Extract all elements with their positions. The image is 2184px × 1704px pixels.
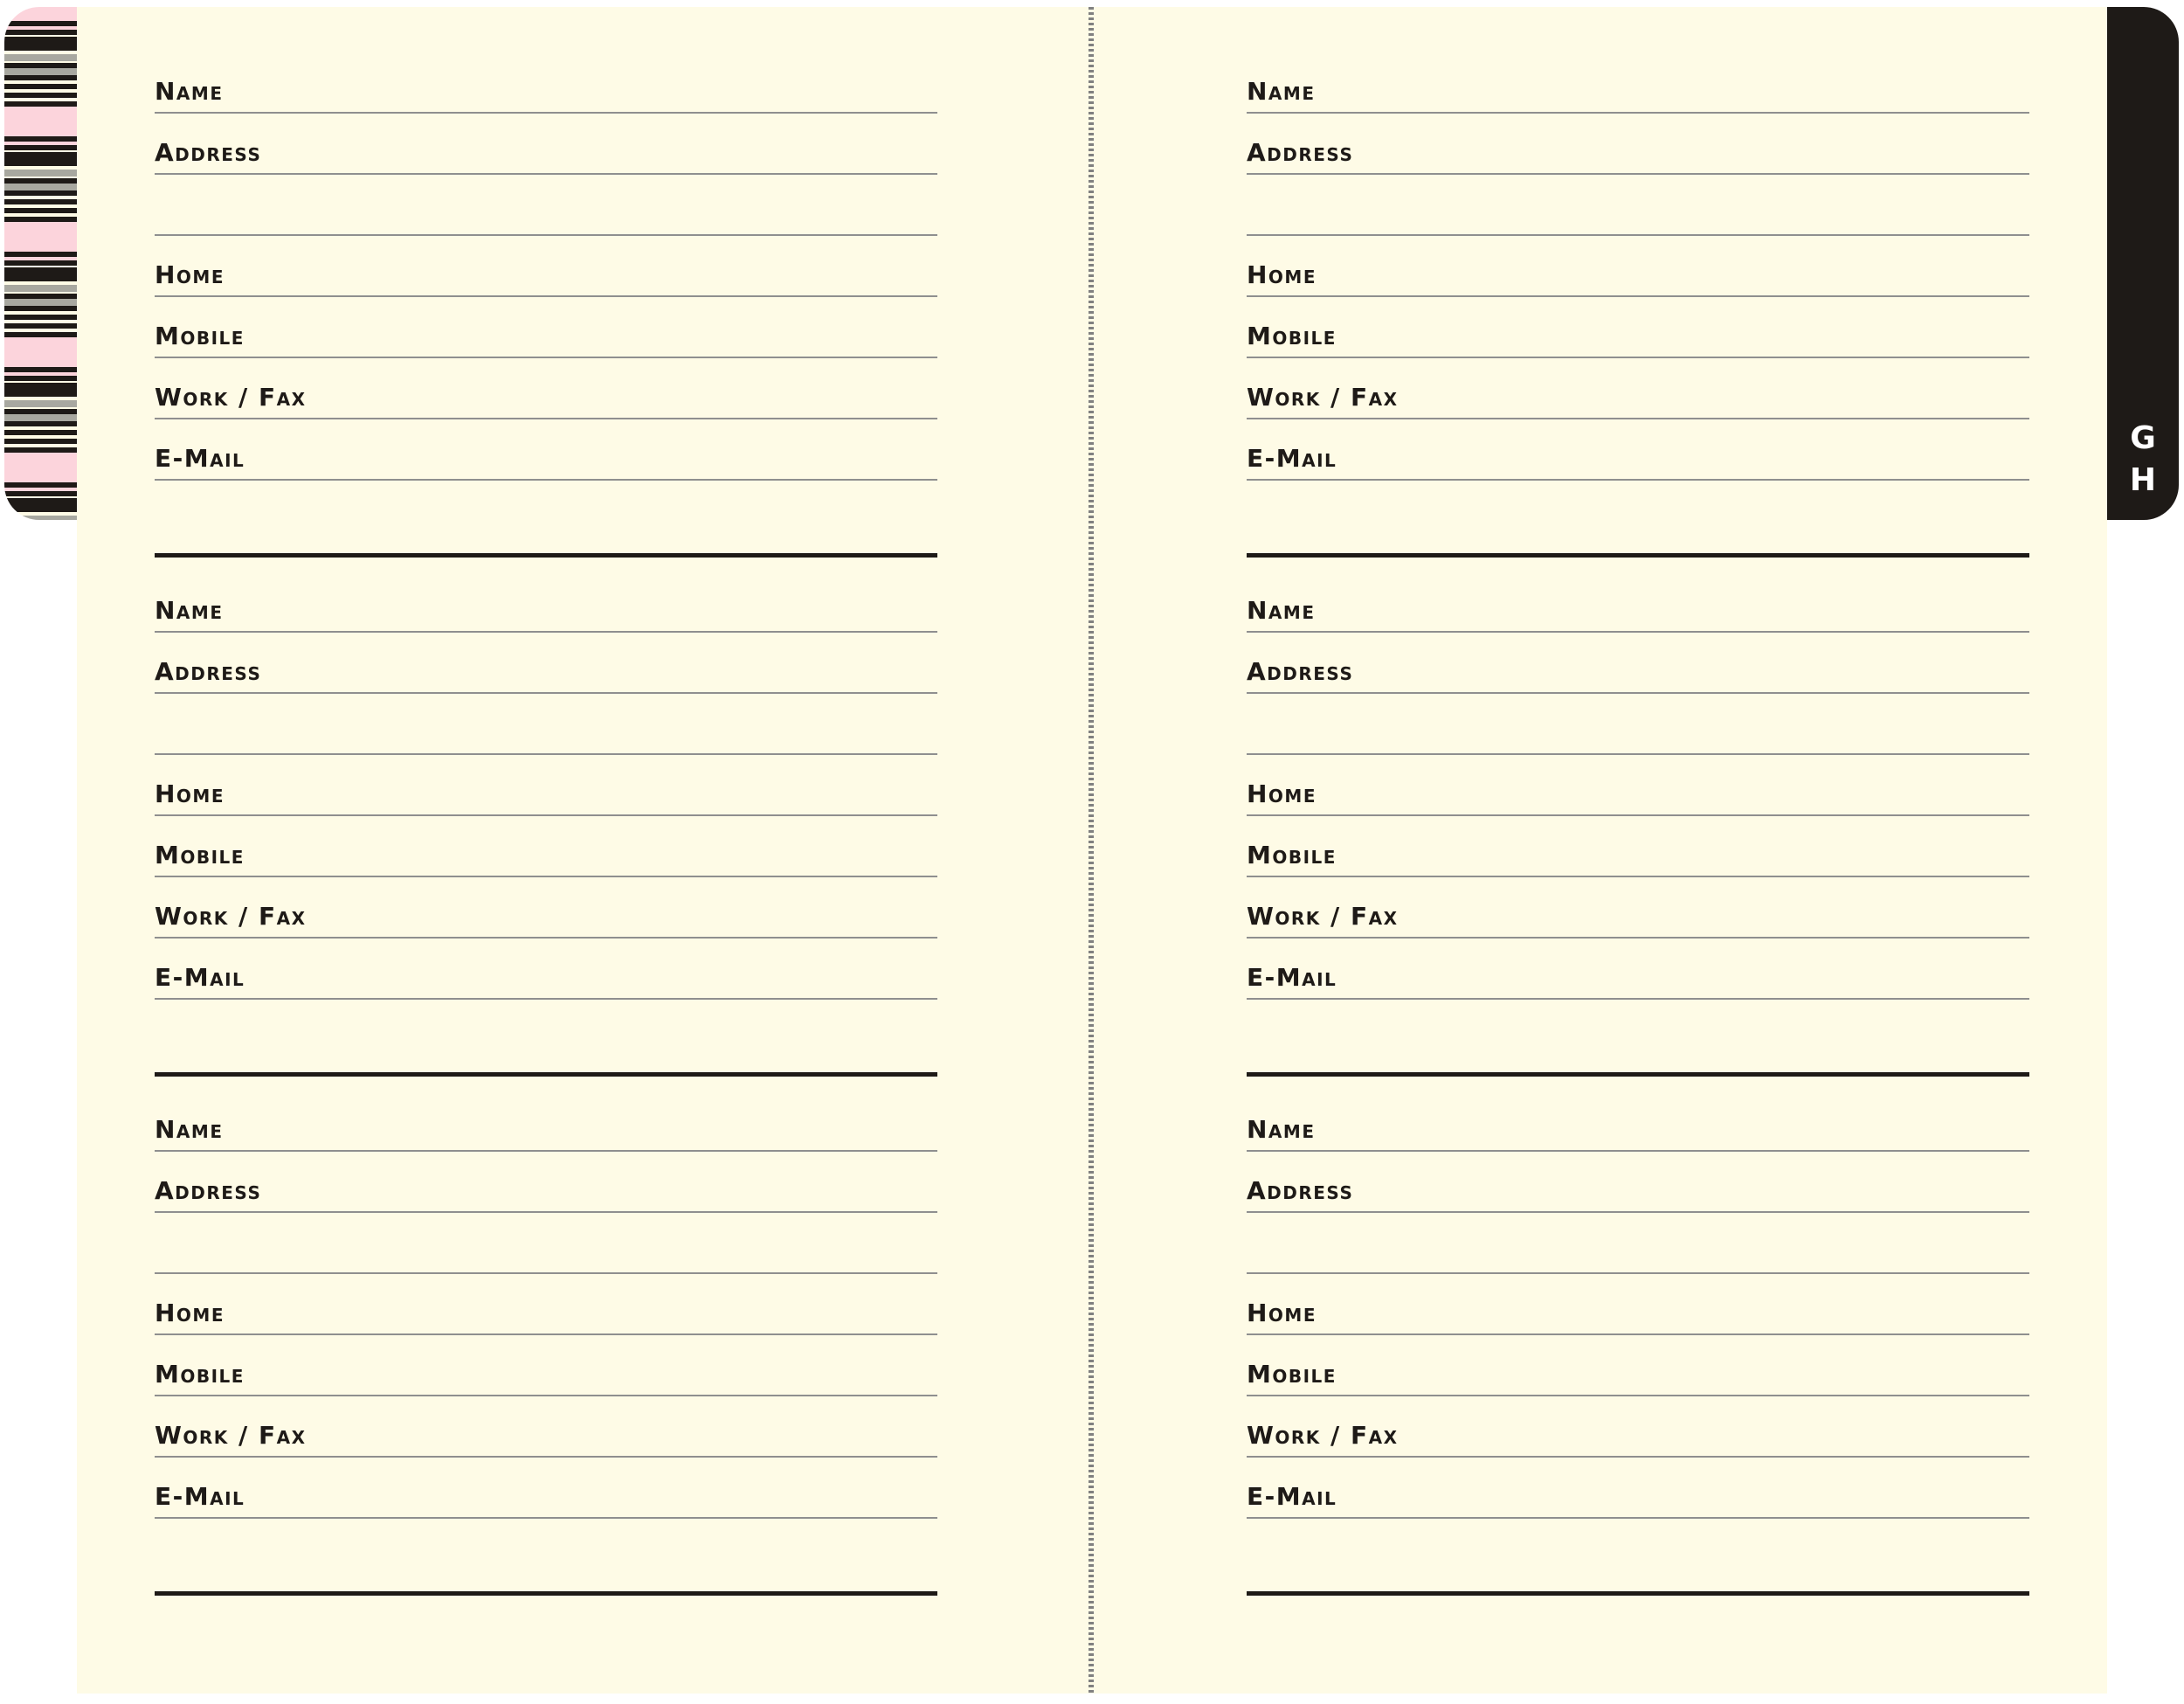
email-field[interactable] — [155, 419, 937, 481]
address-label: Address — [1247, 138, 1354, 167]
striped-edge-tab — [4, 7, 77, 520]
entry-divider — [1247, 1591, 2029, 1596]
entry-divider — [155, 553, 937, 558]
name-label: Name — [155, 77, 224, 106]
name-field[interactable] — [1247, 1091, 2029, 1152]
work-fax-field[interactable] — [155, 877, 937, 939]
work-fax-label: Work / Fax — [1247, 902, 1399, 931]
address-line-2-field[interactable] — [155, 694, 937, 755]
email-label: E-Mail — [155, 963, 245, 992]
work-fax-field[interactable] — [1247, 358, 2029, 419]
mobile-phone-field[interactable] — [155, 297, 937, 358]
home-phone-field[interactable] — [155, 755, 937, 816]
mobile-phone-field[interactable] — [1247, 1335, 2029, 1396]
name-field[interactable] — [155, 571, 937, 633]
work-fax-field[interactable] — [1247, 1396, 2029, 1458]
index-letters — [2107, 418, 2179, 502]
home-phone-field[interactable] — [1247, 755, 2029, 816]
email-label: E-Mail — [155, 1482, 245, 1511]
email-field[interactable] — [155, 1458, 937, 1519]
entry-divider — [1247, 553, 2029, 558]
name-field[interactable] — [1247, 52, 2029, 114]
work-fax-label: Work / Fax — [155, 1421, 307, 1450]
page-spine-perforation — [1089, 7, 1094, 1694]
alphabet-index-tab[interactable] — [2107, 7, 2179, 520]
mobile-label: Mobile — [1247, 841, 1337, 869]
address-field[interactable] — [155, 114, 937, 175]
mobile-label: Mobile — [155, 841, 245, 869]
contact-entry — [1247, 1091, 2029, 1606]
work-fax-label: Work / Fax — [155, 383, 307, 412]
contact-entry — [155, 571, 937, 1087]
name-label: Name — [1247, 1115, 1316, 1144]
contact-entry — [155, 52, 937, 568]
contact-entry — [155, 1091, 937, 1606]
work-fax-field[interactable] — [155, 358, 937, 419]
mobile-phone-field[interactable] — [155, 1335, 937, 1396]
home-label: Home — [155, 1299, 225, 1327]
email-field[interactable] — [155, 939, 937, 1000]
address-field[interactable] — [1247, 633, 2029, 694]
contact-entry — [1247, 571, 2029, 1087]
mobile-phone-field[interactable] — [1247, 297, 2029, 358]
address-line-2-field[interactable] — [1247, 1213, 2029, 1274]
work-fax-label: Work / Fax — [1247, 1421, 1399, 1450]
address-label: Address — [155, 138, 262, 167]
address-line-2-field[interactable] — [1247, 175, 2029, 236]
address-line-2-field[interactable] — [155, 175, 937, 236]
email-field[interactable] — [1247, 1458, 2029, 1519]
name-field[interactable] — [155, 1091, 937, 1152]
home-label: Home — [155, 260, 225, 289]
email-label: E-Mail — [1247, 963, 1337, 992]
home-label: Home — [155, 779, 225, 808]
work-fax-field[interactable] — [155, 1396, 937, 1458]
entry-divider — [1247, 1072, 2029, 1077]
address-line-2-field[interactable] — [1247, 694, 2029, 755]
home-label: Home — [1247, 1299, 1317, 1327]
home-phone-field[interactable] — [155, 1274, 937, 1335]
address-label: Address — [1247, 657, 1354, 686]
mobile-phone-field[interactable] — [155, 816, 937, 877]
address-label: Address — [155, 657, 262, 686]
mobile-label: Mobile — [1247, 322, 1337, 350]
index-letter: H — [2129, 462, 2157, 498]
mobile-phone-field[interactable] — [1247, 816, 2029, 877]
name-label: Name — [155, 596, 224, 625]
address-field[interactable] — [155, 633, 937, 694]
home-phone-field[interactable] — [155, 236, 937, 297]
work-fax-label: Work / Fax — [1247, 383, 1399, 412]
address-field[interactable] — [1247, 1152, 2029, 1213]
index-letter: G — [2130, 420, 2156, 456]
mobile-label: Mobile — [155, 1360, 245, 1389]
home-label: Home — [1247, 260, 1317, 289]
home-phone-field[interactable] — [1247, 1274, 2029, 1335]
home-label: Home — [1247, 779, 1317, 808]
address-field[interactable] — [155, 1152, 937, 1213]
name-field[interactable] — [1247, 571, 2029, 633]
address-label: Address — [155, 1176, 262, 1205]
address-line-2-field[interactable] — [155, 1213, 937, 1274]
work-fax-label: Work / Fax — [155, 902, 307, 931]
email-field[interactable] — [1247, 939, 2029, 1000]
email-field[interactable] — [1247, 419, 2029, 481]
entry-divider — [155, 1591, 937, 1596]
name-label: Name — [1247, 596, 1316, 625]
email-label: E-Mail — [1247, 444, 1337, 473]
entry-divider — [155, 1072, 937, 1077]
mobile-label: Mobile — [1247, 1360, 1337, 1389]
address-label: Address — [1247, 1176, 1354, 1205]
work-fax-field[interactable] — [1247, 877, 2029, 939]
address-field[interactable] — [1247, 114, 2029, 175]
email-label: E-Mail — [1247, 1482, 1337, 1511]
home-phone-field[interactable] — [1247, 236, 2029, 297]
name-field[interactable] — [155, 52, 937, 114]
name-label: Name — [1247, 77, 1316, 106]
contact-entry — [1247, 52, 2029, 568]
name-label: Name — [155, 1115, 224, 1144]
email-label: E-Mail — [155, 444, 245, 473]
mobile-label: Mobile — [155, 322, 245, 350]
